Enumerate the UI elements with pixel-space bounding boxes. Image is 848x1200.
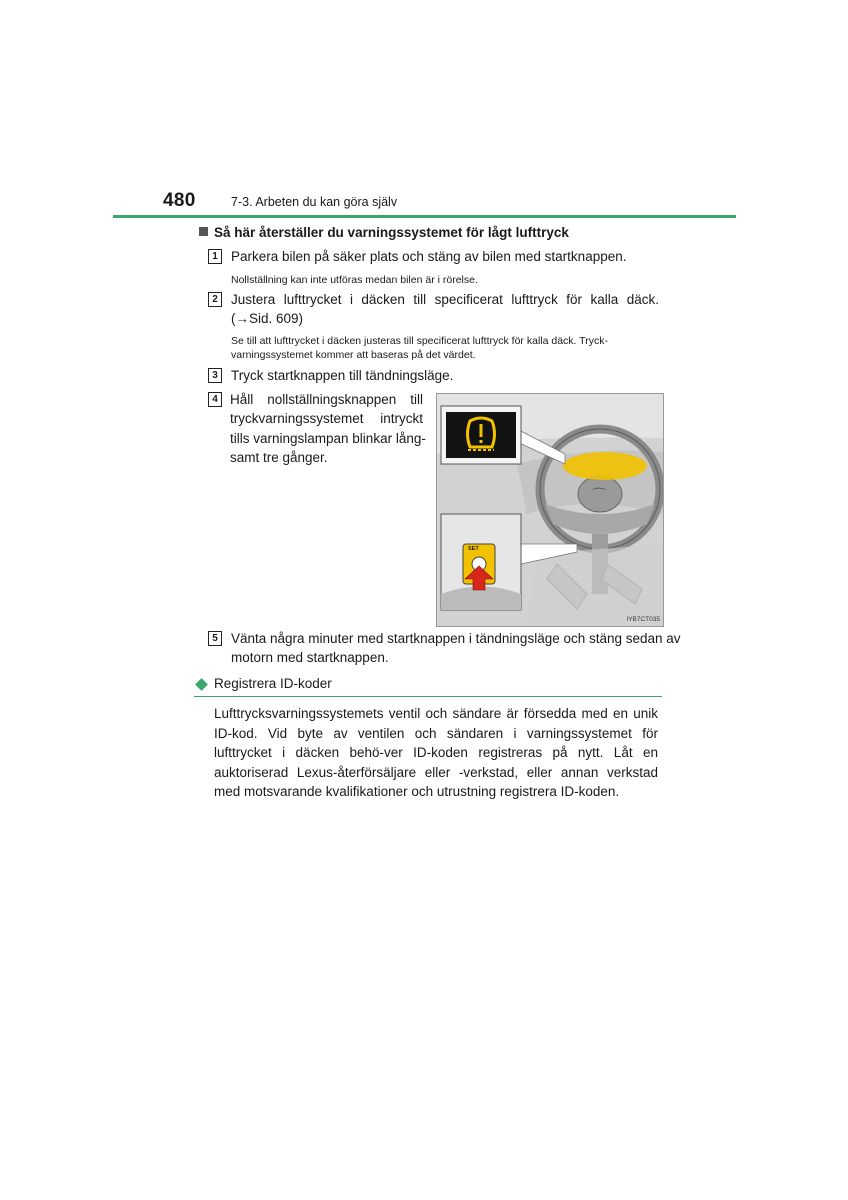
step-5-text-line2: motorn med startknappen. xyxy=(231,650,389,665)
subsection-divider xyxy=(194,696,662,697)
step-number-badge: 2 xyxy=(208,292,222,307)
step-number-badge: 5 xyxy=(208,631,222,646)
set-button-label: SET xyxy=(468,546,479,552)
diamond-bullet-icon xyxy=(195,678,208,691)
step-3-text: Tryck startknappen till tändningsläge. xyxy=(231,368,454,383)
step-1-text: Parkera bilen på säker plats och stäng av bilen med startknappen. xyxy=(231,249,627,264)
section-title xyxy=(199,225,569,240)
square-bullet-icon xyxy=(199,227,208,236)
figure-code: IYB7CT035 xyxy=(626,616,660,623)
step-number-badge: 1 xyxy=(208,249,222,264)
subsection-title: Registrera ID-koder xyxy=(214,676,332,691)
step-number-badge: 3 xyxy=(208,368,222,383)
svg-text:⌒: ⌒ xyxy=(592,488,606,504)
dashboard-illustration xyxy=(437,394,663,626)
step-2-text-line2: (→Sid. 609) xyxy=(231,311,304,326)
page-number: 480 xyxy=(163,190,196,211)
step-2-note-line2: varningssystemet kommer att baseras på det värdet. xyxy=(231,349,476,361)
step-1-note: Nollställning kan inte utföras medan bilen är i rörelse. xyxy=(231,274,478,286)
step-4-text-line4: samt tre gånger. xyxy=(230,450,328,465)
section-title-text: Så här återställer du varningssystemet för lågt lufttryck xyxy=(214,225,569,240)
step-2-text-line1: Justera lufttrycket i däcken till specificerat lufttryck för kalla däck. xyxy=(231,292,659,307)
step-4-text-line2: tryckvarningssystemet intryckt xyxy=(230,411,423,426)
header-divider xyxy=(113,215,736,218)
step-number-badge: 4 xyxy=(208,392,222,407)
figure-dashboard-illustration xyxy=(436,393,664,627)
step-4-text-line3: tills varningslampan blinkar lång- xyxy=(230,431,426,446)
step-5-text-line1: Vänta några minuter med startknappen i tändningsläge och stäng sedan av xyxy=(231,631,681,646)
step-2-note-line1: Se till att lufttrycket i däcken justeras till specificerat lufttryck för kalla däck. Tryck- xyxy=(231,335,608,347)
chapter-title: 7-3. Arbeten du kan göra själv xyxy=(231,195,398,209)
subsection-paragraph: Lufttrycksvarningssystemets ventil och sändare är försedda med en unik ID-kod. Vid byte av ventilen och sändaren i varningssystemet för lufttrycket i däcken behö-ver ID-koden registreras på nytt. Låt en auktoriserad Lexus-återförsäljare eller -verkstad, eller annan verkstad med motsvarande kvalifikationer och utrustning registrera ID-koden. xyxy=(214,706,658,799)
step-4-text-line1: Håll nollställningsknappen till xyxy=(230,392,423,407)
